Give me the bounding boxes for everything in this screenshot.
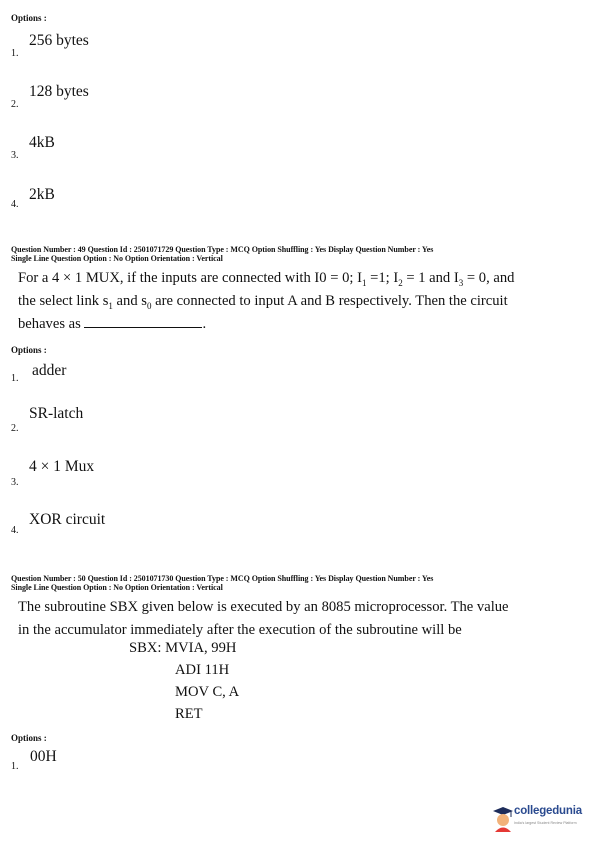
options-label: Options :: [11, 13, 47, 23]
option-text: 256 bytes: [29, 32, 89, 49]
code-line: ADI 11H: [175, 662, 230, 678]
option-number: 1.: [11, 373, 19, 384]
option-number: 1.: [11, 48, 19, 59]
option-number: 2.: [11, 423, 19, 434]
code-line: RET: [175, 706, 203, 722]
option-number: 2.: [11, 99, 19, 110]
logo-name: collegedunia: [514, 805, 582, 817]
collegedunia-logo: [492, 804, 592, 834]
question-meta: Question Number : 49 Question Id : 2501071729 Question Type : MCQ Option Shuffling : Yes Display Question Number : Yes: [11, 245, 434, 254]
option-number: 1.: [11, 761, 19, 772]
option-text: 00H: [30, 748, 57, 765]
question-meta-2: Single Line Question Option : No Option Orientation : Vertical: [11, 583, 223, 592]
option-text: adder: [32, 362, 67, 379]
code-line: SBX: MVIA, 99H: [129, 640, 237, 656]
option-text: 2kB: [29, 186, 55, 203]
question-text: The subroutine SBX given below is executed by an 8085 microprocessor. The value in the accumulator immediately after the execution of the subroutine will be: [18, 599, 509, 638]
options-label: Options :: [11, 345, 47, 355]
options-label: Options :: [11, 733, 47, 743]
question-text: For a 4 × 1 MUX, if the inputs are connected with I0 = 0; $I_1 =1$; $I_2 = 1$ and $I_3 = 0$, and the select link $s_1$ and $s_0$ are connected to input A and B respectively. Then the circuit behaves as .: [18, 270, 515, 332]
option-number: 4.: [11, 525, 19, 536]
option-number: 4.: [11, 199, 19, 210]
option-number: 3.: [11, 150, 19, 161]
option-text: 128 bytes: [29, 83, 89, 100]
option-text: 4kB: [29, 134, 55, 151]
code-line: MOV C, A: [175, 684, 240, 700]
option-text: 4 × 1 Mux: [29, 458, 95, 475]
question-meta-2: Single Line Question Option : No Option Orientation : Vertical: [11, 254, 223, 263]
question-meta: Question Number : 50 Question Id : 2501071730 Question Type : MCQ Option Shuffling : Yes Display Question Number : Yes: [11, 574, 434, 583]
logo-tagline: India's largest Student Review Platform: [514, 821, 577, 825]
option-text: SR-latch: [29, 405, 84, 422]
answer-blank: [84, 315, 202, 328]
graduate-icon: [492, 806, 514, 832]
option-text: XOR circuit: [29, 511, 106, 528]
option-number: 3.: [11, 477, 19, 488]
